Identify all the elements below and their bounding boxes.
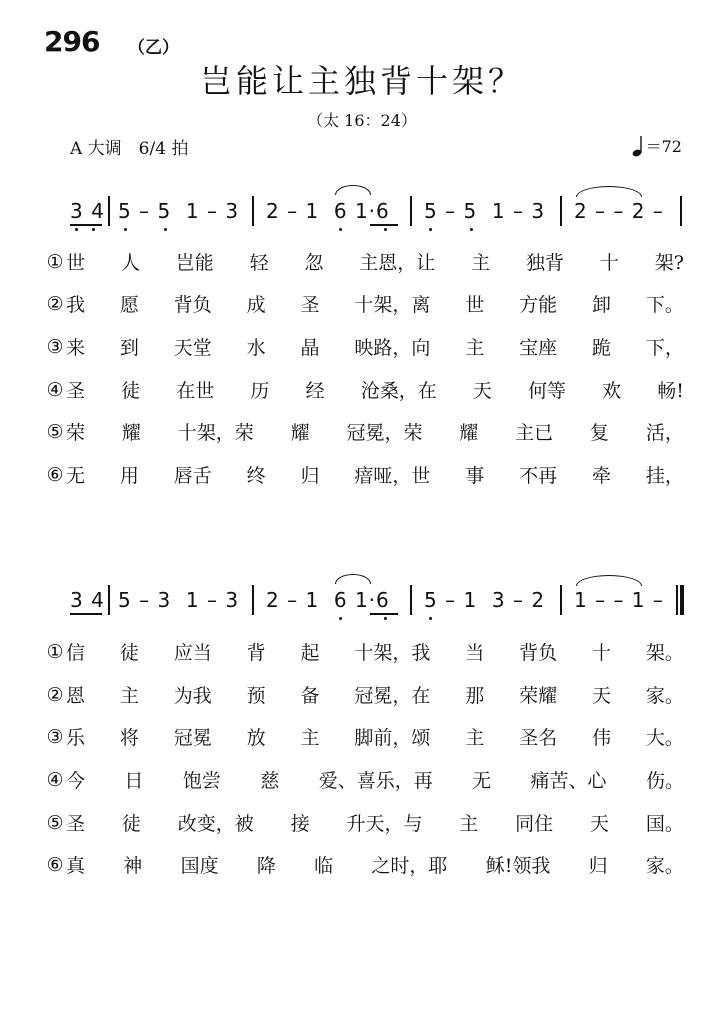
- lyric-word: 愿: [119, 294, 139, 316]
- lyric-word: 用: [119, 465, 139, 487]
- lyric-word: 之时，耶: [371, 855, 448, 877]
- measure: 2 – 1 6 1·6: [266, 588, 390, 612]
- lyric-word: 起: [300, 642, 320, 664]
- lyric-word: 改变，被: [177, 813, 254, 835]
- lyric-word: 预: [246, 685, 266, 707]
- lyric-word: 欢: [602, 380, 622, 402]
- lyric-word: 背负: [173, 294, 212, 316]
- lyric-word: 无: [66, 465, 86, 487]
- lyric-word: 挂，: [645, 465, 684, 487]
- lyric-word: 耀: [459, 422, 479, 444]
- lyric-word: 在世: [176, 380, 215, 402]
- lyric-word: 伤。: [645, 770, 684, 792]
- lyric-word: 神: [123, 855, 143, 877]
- lyric-word: 背负: [519, 642, 558, 664]
- lyric-word: 映路，向: [354, 337, 431, 359]
- lyric-word: 来: [66, 337, 86, 359]
- lyric-word: 主恩，让: [359, 252, 436, 274]
- measure: 1 – – 1 –: [574, 588, 664, 612]
- tempo-marking: [632, 134, 682, 157]
- lyric-word: 水: [246, 337, 266, 359]
- lyric-word: 跪: [592, 337, 612, 359]
- lyric-word: 复: [590, 422, 610, 444]
- lyric-line: ① 信 徒 应当 背 起 十架，我 当 背负 十 架。: [44, 638, 684, 665]
- lyric-word: 主: [300, 727, 320, 749]
- lyric-word: 宝座: [519, 337, 558, 359]
- lyric-line: ④ 今 日 饱尝 慈 爱、喜乐，再 无 痛苦、心 伤。: [44, 766, 684, 793]
- lyric-word: 卸: [592, 294, 612, 316]
- lyric-word: 冠冕: [173, 727, 212, 749]
- lyric-word: 国度: [180, 855, 219, 877]
- lyric-word: 国。: [645, 813, 684, 835]
- lyric-word: 到: [119, 337, 139, 359]
- measure: 2 – – 2 –: [574, 199, 664, 223]
- lyric-word: 应当: [173, 642, 212, 664]
- lyric-word: 天: [590, 813, 610, 835]
- lyric-word: 方能: [519, 294, 558, 316]
- lyric-word: 归: [588, 855, 608, 877]
- lyric-word: 天: [472, 380, 492, 402]
- lyric-word: 我: [66, 294, 86, 316]
- lyric-word: 冠冕，在: [354, 685, 431, 707]
- lyric-line: ⑥ 真 神 国度 降 临 之时，耶 稣!领我 归 家。: [44, 851, 684, 878]
- lyric-word: 架?: [654, 252, 684, 274]
- quarter-note-icon: [632, 135, 644, 157]
- lyric-line: ① 世 人 岂能 轻 忽 主恩，让 主 独背 十 架?: [44, 248, 684, 275]
- measure: 5 – 5 1 – 3: [118, 199, 240, 223]
- hymn-variant: （乙）: [128, 38, 179, 58]
- lyric-word: 轻: [249, 252, 269, 274]
- lyric-line: ② 我 愿 背负 成 圣 十架，离 世 方能 卸 下。: [44, 290, 684, 317]
- lyric-word: 荣耀: [519, 685, 558, 707]
- lyric-word: 圣: [66, 380, 86, 402]
- lyric-word: 下。: [645, 294, 684, 316]
- lyric-word: 家。: [645, 685, 684, 707]
- lyric-word: 那: [465, 685, 485, 707]
- lyric-word: 畅!: [657, 380, 684, 402]
- lyric-word: 下，: [645, 337, 684, 359]
- lyric-word: 痛苦、心: [530, 770, 607, 792]
- lyric-word: 瘖哑，世: [354, 465, 431, 487]
- lyric-word: 世: [66, 252, 86, 274]
- lyric-word: 接: [290, 813, 310, 835]
- lyric-word: 独背: [526, 252, 565, 274]
- lyric-line: ⑥ 无 用 唇舌 终 归 瘖哑，世 事 不再 牵 挂，: [44, 461, 684, 488]
- lyric-word: 主: [465, 337, 485, 359]
- measure: 5 – 5 1 – 3: [424, 199, 546, 223]
- lyric-word: 天堂: [173, 337, 212, 359]
- lyric-word: 十: [599, 252, 619, 274]
- lyric-line: ② 恩 主 为我 预 备 冠冕，在 那 荣耀 天 家。: [44, 681, 684, 708]
- hymn-title: 岂能让主独背十架？: [199, 62, 524, 100]
- lyric-word: 晶: [300, 337, 320, 359]
- lyric-word: 牵: [592, 465, 612, 487]
- lyric-word: 经: [305, 380, 325, 402]
- lyric-word: 家。: [645, 855, 684, 877]
- lyric-word: 沧桑，在: [360, 380, 437, 402]
- lyric-word: 架。: [645, 642, 684, 664]
- lyric-word: 主: [465, 727, 485, 749]
- lyric-word: 主: [459, 813, 479, 835]
- lyric-word: 真: [66, 855, 86, 877]
- hymn-number: 296: [44, 25, 100, 58]
- lyric-word: 忽: [304, 252, 324, 274]
- lyric-word: 主已: [515, 422, 554, 444]
- lyric-word: 徒: [121, 813, 141, 835]
- lyric-word: 岂能: [175, 252, 214, 274]
- lyric-word: 同住: [515, 813, 554, 835]
- lyric-word: 恩: [66, 685, 86, 707]
- lyric-word: 十架，荣: [177, 422, 254, 444]
- lyric-word: 归: [300, 465, 320, 487]
- lyric-word: 圣名: [519, 727, 558, 749]
- lyric-word: 背: [246, 642, 266, 664]
- lyric-word: 十: [592, 642, 612, 664]
- lyric-word: 乐: [66, 727, 86, 749]
- lyric-line: ③ 乐 将 冠冕 放 主 脚前，颂 主 圣名 伟 大。: [44, 723, 684, 750]
- lyric-word: 当: [465, 642, 485, 664]
- lyric-word: 历: [250, 380, 270, 402]
- lyric-word: 慈: [260, 770, 280, 792]
- lyric-word: 十架，离: [354, 294, 431, 316]
- lyric-word: 徒: [121, 380, 141, 402]
- lyric-word: 临: [314, 855, 334, 877]
- lyric-word: 信: [66, 642, 86, 664]
- lyric-word: 十架，我: [354, 642, 431, 664]
- lyric-word: 世: [465, 294, 485, 316]
- lyric-word: 圣: [300, 294, 320, 316]
- lyric-word: 备: [300, 685, 320, 707]
- lyric-word: 唇舌: [173, 465, 212, 487]
- scripture-reference: （太 16：24）: [307, 111, 417, 130]
- measure: 5 – 1 3 – 2: [424, 588, 546, 612]
- lyric-word: 爱、喜乐，再: [318, 770, 433, 792]
- lyric-word: 为我: [173, 685, 212, 707]
- lyric-word: 冠冕，荣: [346, 422, 423, 444]
- lyric-word: 事: [465, 465, 485, 487]
- lyric-word: 耀: [121, 422, 141, 444]
- lyric-word: 稣!领我: [485, 855, 551, 877]
- lyric-word: 主: [471, 252, 491, 274]
- lyric-line: ⑤ 圣 徒 改变，被 接 升天，与 主 同住 天 国。: [44, 809, 684, 836]
- lyric-word: 不再: [519, 465, 558, 487]
- lyric-word: 何等: [527, 380, 566, 402]
- tempo-value: ＝72: [645, 137, 682, 156]
- lyric-word: 耀: [290, 422, 310, 444]
- lyric-word: 徒: [119, 642, 139, 664]
- lyric-word: 人: [120, 252, 140, 274]
- key-signature: A 大调 6/4 拍: [70, 139, 189, 159]
- lyric-word: 饱尝: [182, 770, 221, 792]
- lyric-word: 成: [246, 294, 266, 316]
- lyric-line: ③ 来 到 天堂 水 晶 映路，向 主 宝座 跪 下，: [44, 333, 684, 360]
- lyric-word: 日: [124, 770, 144, 792]
- lyric-line: ⑤ 荣 耀 十架，荣 耀 冠冕，荣 耀 主已 复 活，: [44, 418, 684, 445]
- lyric-word: 脚前，颂: [354, 727, 431, 749]
- lyric-word: 主: [119, 685, 139, 707]
- lyric-word: 伟: [592, 727, 612, 749]
- lyric-word: 圣: [66, 813, 86, 835]
- lyric-word: 终: [246, 465, 266, 487]
- lyric-word: 大。: [645, 727, 684, 749]
- lyric-word: 放: [246, 727, 266, 749]
- time-signature: 3 4: [70, 199, 105, 223]
- lyric-word: 将: [119, 727, 139, 749]
- lyric-word: 降: [256, 855, 276, 877]
- time-signature: 3 4: [70, 588, 105, 612]
- lyric-word: 天: [592, 685, 612, 707]
- measure: 2 – 1 6 1·6: [266, 199, 390, 223]
- lyric-word: 荣: [66, 422, 86, 444]
- lyric-word: 升天，与: [346, 813, 423, 835]
- lyric-word: 无: [472, 770, 492, 792]
- lyric-word: 活，: [645, 422, 684, 444]
- lyric-line: ④ 圣 徒 在世 历 经 沧桑，在 天 何等 欢 畅!: [44, 376, 684, 403]
- lyric-word: 今: [66, 770, 86, 792]
- measure: 5 – 3 1 – 3: [118, 588, 240, 612]
